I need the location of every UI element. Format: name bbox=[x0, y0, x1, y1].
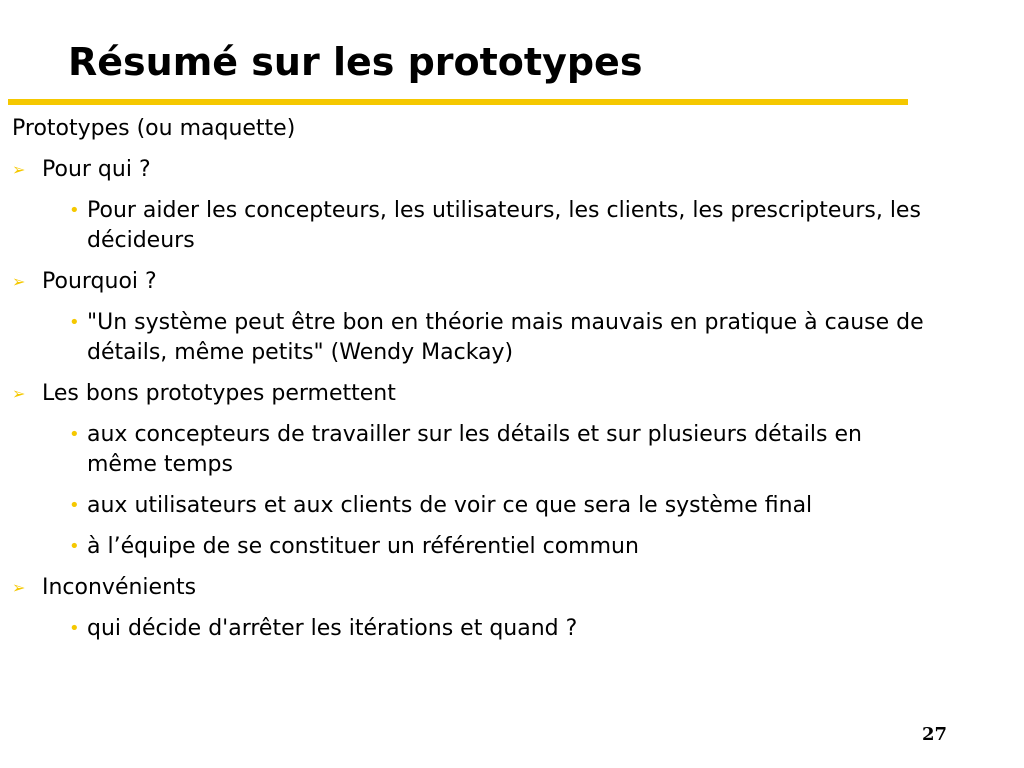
heading-text: Pour qui ? bbox=[42, 157, 151, 182]
dot-bullet-icon: • bbox=[69, 312, 80, 333]
section-heading bbox=[12, 379, 1002, 409]
page-number: 27 bbox=[922, 724, 948, 745]
item-text: à l’équipe de se constituer un référentiel commun bbox=[87, 534, 639, 559]
section-heading bbox=[12, 155, 1002, 185]
section-inconvenients bbox=[12, 573, 1002, 644]
section-pour-qui bbox=[12, 155, 1002, 256]
arrow-bullet-icon: ➢ bbox=[12, 160, 26, 179]
heading-text: Inconvénients bbox=[42, 575, 197, 600]
arrow-bullet-icon: ➢ bbox=[12, 272, 26, 291]
dot-bullet-icon: • bbox=[69, 495, 80, 516]
item-text: aux utilisateurs et aux clients de voir ce que sera le système final bbox=[87, 493, 813, 518]
heading-text: Pourquoi ? bbox=[42, 269, 157, 294]
list-item bbox=[69, 308, 937, 368]
dot-bullet-icon: • bbox=[69, 424, 80, 445]
dot-bullet-icon: • bbox=[69, 536, 80, 557]
list-item bbox=[69, 420, 937, 480]
title-underline bbox=[8, 99, 908, 105]
section-bons-prototypes bbox=[12, 379, 1002, 562]
item-text: Pour aider les concepteurs, les utilisateurs, les clients, les prescripteurs, les décideurs bbox=[87, 198, 921, 253]
list-item bbox=[69, 532, 937, 562]
slide-content bbox=[12, 114, 1002, 644]
arrow-bullet-icon: ➢ bbox=[12, 578, 26, 597]
intro-text: Prototypes (ou maquette) bbox=[12, 116, 296, 141]
item-text: aux concepteurs de travailler sur les détails et sur plusieurs détails en même temps bbox=[87, 422, 862, 477]
heading-text: Les bons prototypes permettent bbox=[42, 381, 396, 406]
slide-title: Résumé sur les prototypes bbox=[68, 40, 643, 84]
arrow-bullet-icon: ➢ bbox=[12, 384, 26, 403]
item-text: "Un système peut être bon en théorie mais mauvais en pratique à cause de détails, même petits" (Wendy Mackay) bbox=[87, 310, 924, 365]
dot-bullet-icon: • bbox=[69, 618, 80, 639]
list-item bbox=[69, 614, 937, 644]
list-item bbox=[69, 196, 937, 256]
section-pourquoi bbox=[12, 267, 1002, 368]
item-text: qui décide d'arrêter les itérations et quand ? bbox=[87, 616, 578, 641]
list-item bbox=[69, 491, 937, 521]
section-heading bbox=[12, 267, 1002, 297]
dot-bullet-icon: • bbox=[69, 200, 80, 221]
section-heading bbox=[12, 573, 1002, 603]
